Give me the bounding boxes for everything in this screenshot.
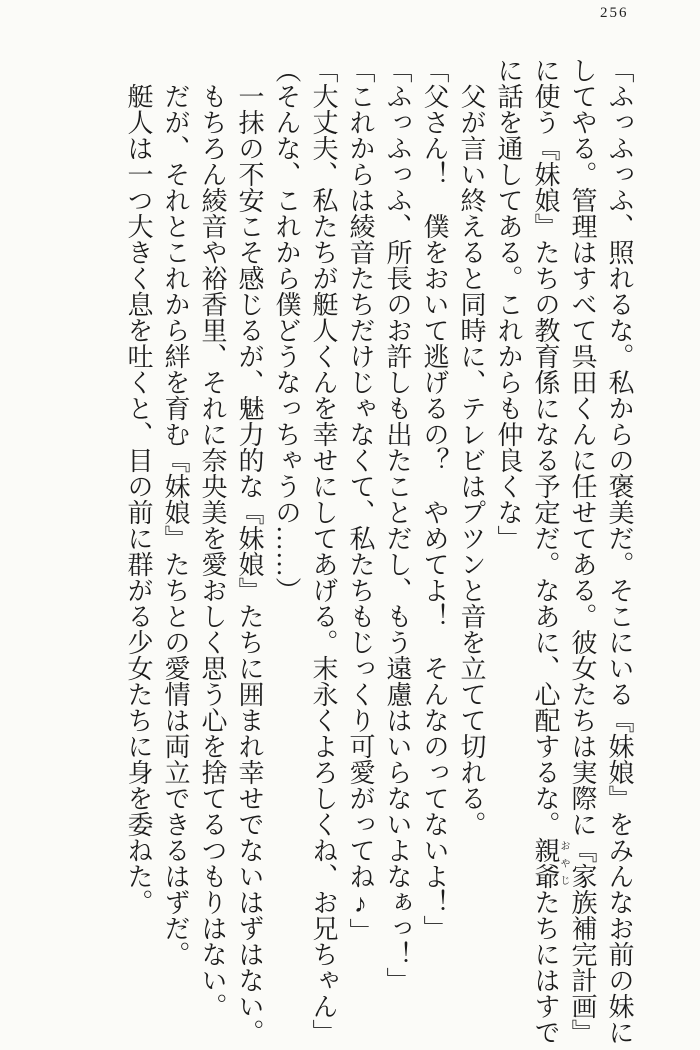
novel-text-block <box>120 57 638 1047</box>
paragraph: だが、それとこれから絆を育む『妹娘』たちとの愛情は両立できるはずだ。 <box>161 83 190 967</box>
paragraph: もちろん綾音や裕香里、それに奈央美を愛おしく思う心を捨てるつもりはない。 <box>198 83 227 1019</box>
paragraph: 一抹の不安こそ感じるが、魅力的な『妹娘』たちに囲まれ幸せでないはずはない。 <box>235 83 264 1045</box>
paragraph: 「父さん！ 僕をおいて逃げるの？ やめてよ！ そんなのってないよ！」 <box>420 57 449 941</box>
paragraph: 「これからは綾音たちだけじゃなくて、私たちもじっくり可愛がってね♪」 <box>346 57 375 944</box>
page-number: 256 <box>600 5 629 21</box>
paragraph: 「大丈夫、私たちが艇人くんを幸せにしてあげる。末永くよろしくね、お兄ちゃん」 <box>309 57 338 1045</box>
paragraph: 艇人は一つ大きく息を吐くと、目の前に群がる少女たちに身を委ねた。 <box>124 83 153 915</box>
paragraph: （そんな、これから僕どうなっちゃうの……） <box>272 57 301 603</box>
paragraph: 「ふっふっふ、照れるな。私からの褒美だ。そこにいる『妹娘』をみんなお前の妹にしてやる。管理はすべて呉田くんに任せてある。彼女たちは実際に『家族補完計画』に使う『妹娘』たちの教育係になる予定だ。なあに、心配するな。親爺おやじたちにはすでに話を通してある。これからも仲良くな」 <box>494 57 634 1045</box>
paragraph: 「ふっふっふ、所長のお許しも出たことだし、もう遠慮はいらないよなぁっ！」 <box>383 57 412 993</box>
furigana-annotated-word: 親爺おやじ <box>531 837 569 889</box>
paragraph: 父が言い終えると同時に、テレビはプツンと音を立てて切れる。 <box>457 83 486 837</box>
